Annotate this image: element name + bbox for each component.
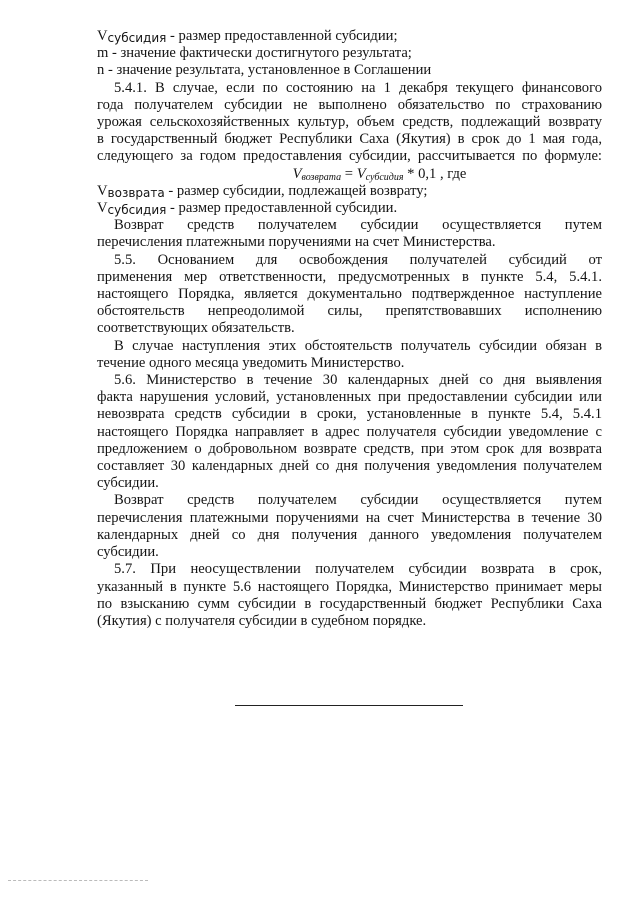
text-line: невозврата средств субсидии в сроки, установленные в пункте 5.4, 5.4.1 bbox=[97, 406, 602, 423]
var-subscript: субсидия bbox=[107, 203, 167, 218]
paragraph-5-5 bbox=[97, 252, 602, 338]
text-line: Возврат средств получателем субсидии осуществляется путем bbox=[114, 492, 602, 509]
text-line: 5.4.1. В случае, если по состоянию на 1 декабря текущего финансового bbox=[114, 79, 602, 96]
definition-text: - размер предоставленной субсидии; bbox=[166, 28, 398, 44]
text-line: указанный в пункте 5.6 настоящего Порядка, Министерство принимает меры bbox=[97, 578, 602, 595]
var-symbol: V bbox=[97, 200, 108, 217]
text-line: В случае наступления этих обстоятельств получатель субсидии обязан в bbox=[114, 337, 602, 354]
end-of-document-rule bbox=[235, 705, 463, 706]
text-line: Возврат средств получателем субсидии осуществляется путем bbox=[114, 217, 602, 234]
text-line: по взысканию сумм субсидии в государственный бюджет Республики Саха bbox=[97, 595, 602, 612]
text-line: субсидии. bbox=[97, 544, 159, 561]
var-symbol: V bbox=[97, 28, 108, 44]
text-line: следующего за годом предоставления субсидии, рассчитывается по формуле: bbox=[97, 148, 602, 165]
text-line: настоящего Порядка, является документально подтвержденное наступление bbox=[97, 286, 602, 303]
formula-rhs-sub: субсидия bbox=[365, 171, 404, 183]
text-line: течение одного месяца уведомить Министерство. bbox=[97, 354, 405, 371]
text-line: урожая сельскохозяйственных культур, объем средств, подлежащий возврату bbox=[97, 114, 602, 131]
text-line: факта нарушения условий, установленных при предоставлении субсидии или bbox=[97, 389, 602, 406]
paragraph-5-7 bbox=[97, 561, 602, 630]
text-line: (Якутия) с получателя субсидии в судебном порядке. bbox=[97, 612, 427, 629]
paragraph-5-6 bbox=[97, 372, 602, 492]
formula-tail: * 0,1 , где bbox=[403, 165, 467, 182]
text-line: составляет 30 календарных дней со дня получения уведомления получателем bbox=[97, 458, 602, 475]
var-subscript: субсидия bbox=[107, 31, 167, 45]
text-line: настоящего Порядка направляет в адрес получателя субсидии уведомление с bbox=[97, 423, 602, 440]
var-symbol: V bbox=[97, 182, 108, 199]
text-line: применения мер ответственности, предусмотренных в пункте 5.4, 5.4.1. bbox=[97, 268, 602, 285]
text-line: 5.7. При неосуществлении получателем субсидии возврата в срок, bbox=[114, 561, 602, 578]
formula-lhs-sub: возврата bbox=[301, 171, 342, 183]
formula-rhs: V bbox=[356, 165, 366, 182]
text-line: календарных дней со дня получения данного уведомления получателем bbox=[97, 526, 602, 543]
text-line: в государственный бюджет Республики Саха (Якутия) в срок до 1 мая года, bbox=[97, 131, 602, 148]
scan-artifact-line bbox=[8, 880, 148, 881]
definition-text: - размер субсидии, подлежащей возврату; bbox=[164, 182, 428, 199]
paragraph-5-4-1 bbox=[97, 80, 602, 166]
document-page bbox=[97, 28, 602, 630]
text-line: субсидии. bbox=[97, 475, 159, 492]
definition-v-return bbox=[97, 183, 602, 200]
text-line: 5.6. Министерство в течение 30 календарных дней со дня выявления bbox=[114, 372, 602, 389]
text-line: 5.5. Основанием для освобождения получателей субсидий от bbox=[114, 251, 602, 268]
return-formula bbox=[157, 166, 602, 183]
text-line: перечисления платежными поручениями на счет Министерства. bbox=[97, 234, 496, 251]
var-subscript: возврата bbox=[107, 185, 165, 200]
text-line: предложением о добровольном возврате средств, при этом срок для возврата bbox=[97, 440, 602, 457]
definition-v-subsidy-2 bbox=[97, 200, 602, 217]
text-line: года получателем субсидии не выполнено обязательство по страхованию bbox=[97, 96, 602, 113]
text-line: соответствующих обязательств. bbox=[97, 320, 295, 337]
paragraph-return-1 bbox=[97, 217, 602, 251]
definition-text: - размер предоставленной субсидии. bbox=[166, 200, 398, 217]
text-line: обстоятельств непреодолимой силы, препятствовавших исполнению bbox=[97, 303, 602, 320]
definition-v-subsidy bbox=[97, 28, 602, 45]
formula-lhs: V bbox=[292, 165, 302, 182]
definition-n: n - значение результата, установленное в Соглашении bbox=[97, 62, 432, 79]
definition-m: m - значение фактически достигнутого результата; bbox=[97, 45, 412, 62]
text-line: перечисления платежными поручениями на счет Министерства в течение 30 bbox=[97, 509, 602, 526]
paragraph-return-2 bbox=[97, 492, 602, 561]
formula-eq: = bbox=[341, 165, 357, 182]
paragraph-circumstances bbox=[97, 338, 602, 372]
